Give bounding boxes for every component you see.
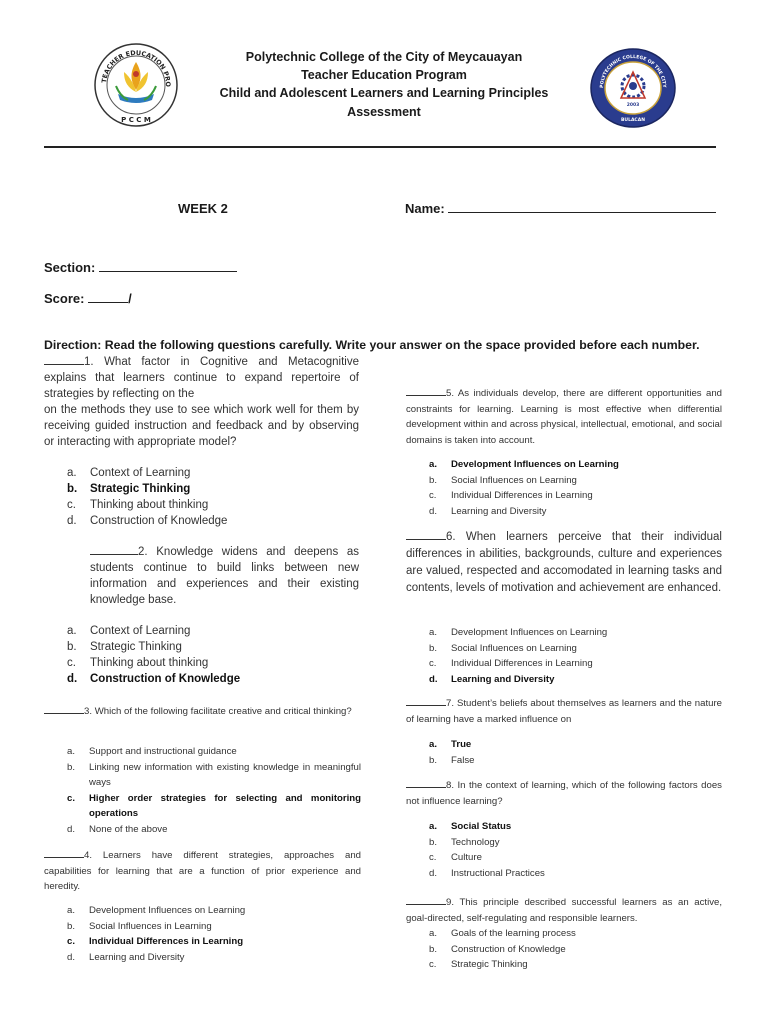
option: b. Social Influences in Learning [67, 920, 212, 932]
seal-year-text: 2003 [626, 103, 640, 108]
options-q2 [67, 623, 337, 687]
question-1 [44, 354, 359, 450]
option: c. Thinking about thinking [67, 499, 209, 511]
program-name: Teacher Education Program [301, 68, 467, 82]
options-q3 [67, 744, 361, 837]
answer-blank-6[interactable] [406, 539, 446, 540]
option-answer: b. Strategic Thinking [67, 483, 191, 495]
option: a. Goals of the learning process [429, 928, 576, 939]
question-text: As individuals develop, there are different opportunities and constraints for learning. Learning is most effective when differential development within and across physical, intellectual, emotional, and social domains is taken into account. [406, 388, 722, 446]
header-divider [44, 146, 716, 148]
option: a. Context of Learning [67, 467, 191, 479]
option: b. Strategic Thinking [67, 641, 182, 653]
course-title: Child and Adolescent Learners and Learning Principles [219, 86, 549, 100]
question-text: Learners have different strategies, approaches and capabilities for learning that are a function of prior experience and heredity. [44, 850, 361, 892]
question-number: 8. [446, 780, 455, 791]
options-q8 [429, 819, 719, 881]
option-answer: a. Social Status [429, 821, 512, 832]
question-text: This principle described successful learners as an active, goal-directed, self-regulating and responsible learners. [406, 897, 722, 924]
question-text: What factor in Cognitive and Metacognitive explains that learners continue to expand repertoire of strategies by reflecting on the [44, 356, 359, 400]
section-field[interactable] [44, 260, 237, 275]
name-label: Name: [405, 201, 445, 216]
question-6 [406, 529, 722, 597]
seal-bulacan-text: BULACAN [621, 118, 645, 123]
question-text: When learners perceive that their individual differences in abilities, backgrounds, culture and experiences are valued, respected and accomodated in learning tasks and contents, levels of motivation and achievement are enhanced. [406, 531, 722, 594]
options-q9 [429, 926, 719, 973]
directions: Direction: Read the following questions carefully. Write your answer on the space provided before each number. [44, 338, 700, 352]
option-answer: c. Higher order strategies for selecting and monitoring operations [67, 792, 361, 819]
answer-blank-9[interactable] [406, 904, 446, 905]
question-text: Which of the following facilitate creative and critical thinking? [94, 706, 352, 717]
options-q5 [429, 457, 719, 519]
question-7 [406, 696, 722, 727]
score-slash: / [128, 291, 132, 306]
option: d. Learning and Diversity [67, 951, 185, 963]
score-blank[interactable] [88, 302, 128, 303]
option: c. Individual Differences in Learning [429, 658, 593, 669]
seal-ring-text: POLYTECHNIC COLLEGE OF THE CITY [599, 54, 667, 89]
options-q7 [429, 737, 719, 768]
answer-blank-3[interactable] [44, 713, 84, 714]
option: a. Development Influences on Learning [67, 905, 246, 916]
question-number: 5. [446, 388, 455, 399]
question-number: 2. [138, 546, 148, 558]
week-label: WEEK 2 [178, 201, 228, 216]
logo-pccm-text: P C C M [121, 116, 151, 124]
answer-blank-1[interactable] [44, 364, 84, 365]
option: b. Social Influences on Learning [429, 642, 577, 654]
option: c. Culture [429, 852, 482, 863]
answer-blank-7[interactable] [406, 705, 446, 706]
option: a. Support and instructional guidance [67, 746, 237, 757]
score-label: Score: [44, 291, 85, 306]
option-answer: c. Individual Differences in Learning [67, 936, 244, 947]
option: d. Learning and Diversity [429, 505, 547, 517]
option-answer: d. Learning and Diversity [429, 673, 555, 685]
option: b. Construction of Knowledge [429, 943, 566, 955]
option: b. Technology [429, 836, 500, 848]
option: d. None of the above [67, 823, 168, 835]
option-answer: d. Construction of Knowledge [67, 673, 241, 685]
option: b. Social Influences on Learning [429, 474, 577, 486]
question-4 [44, 848, 361, 895]
question-number: 9. [446, 897, 455, 908]
answer-blank-4[interactable] [44, 857, 84, 858]
option: b. False [429, 754, 475, 766]
question-text-continued: on the methods they use to see which work well for them by receiving guided instruction and feedback and by observing or interacting with appropriate model? [44, 404, 359, 448]
options-q6 [429, 625, 719, 687]
question-text: Knowledge widens and deepens as students continue to build links between new information and experiences and their existing knowledge base. [90, 546, 359, 606]
option: b. Linking new information with existing knowledge in meaningful ways [67, 761, 361, 788]
option: c. Individual Differences in Learning [429, 490, 593, 501]
question-5 [406, 386, 722, 448]
options-q1 [67, 465, 337, 529]
option-answer: a. True [429, 739, 472, 750]
option-answer: a. Development Influences on Learning [429, 459, 619, 470]
option: d. Construction of Knowledge [67, 515, 228, 527]
option: c. Thinking about thinking [67, 657, 209, 669]
question-number: 6. [446, 531, 456, 543]
option: c. Strategic Thinking [429, 959, 528, 970]
question-number: 4. [84, 850, 93, 861]
section-label: Section: [44, 260, 96, 275]
logo-ring-text: TEACHER EDUCATION PRO [100, 48, 173, 88]
question-3 [44, 704, 361, 720]
name-field[interactable] [405, 201, 716, 216]
answer-blank-5[interactable] [406, 395, 446, 396]
question-text: Student’s beliefs about themselves as learners and the nature of learning have a marked influence on [406, 698, 722, 725]
score-field[interactable] [44, 291, 132, 306]
answer-blank-8[interactable] [406, 787, 446, 788]
options-q4 [67, 903, 361, 965]
question-number: 3. [84, 706, 93, 717]
option: d. Instructional Practices [429, 867, 545, 879]
question-2 [90, 544, 359, 608]
question-number: 1. [84, 356, 94, 368]
option: a. Context of Learning [67, 625, 191, 637]
section-blank[interactable] [99, 271, 237, 272]
question-number: 7. [446, 698, 455, 709]
question-8 [406, 778, 722, 809]
question-9 [406, 895, 722, 926]
question-text: In the context of learning, which of the following factors does not influence learning? [406, 780, 722, 807]
school-name: Polytechnic College of the City of Meycauayan [245, 50, 523, 64]
name-blank[interactable] [448, 212, 716, 213]
option: a. Development Influences on Learning [429, 627, 608, 638]
answer-blank-2[interactable] [90, 554, 138, 555]
document-type: Assessment [347, 105, 421, 119]
